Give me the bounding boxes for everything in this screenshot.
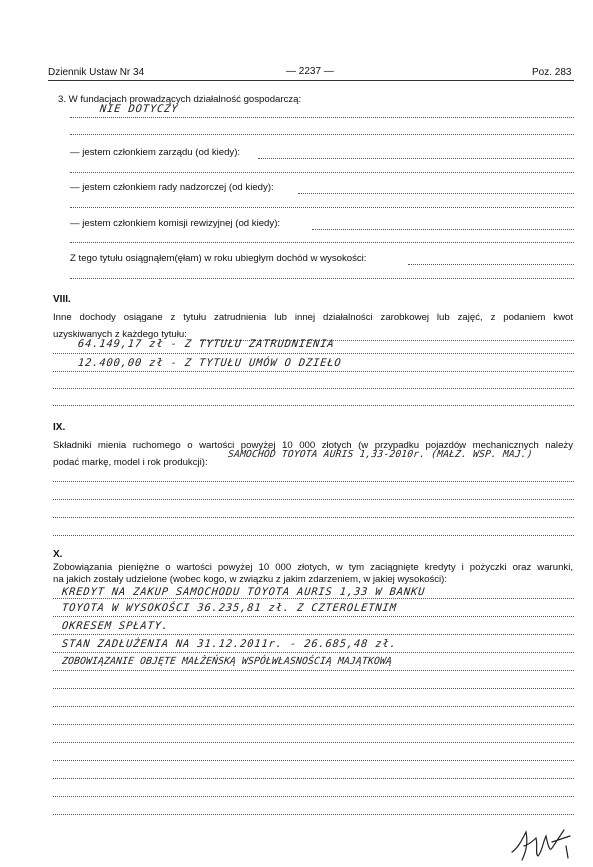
zarzad-label: — jestem członkiem zarządu (od kiedy): [70,147,241,158]
dotted-line [53,670,574,671]
dotted-line [70,278,574,279]
dotted-line [53,499,574,500]
dotted-line [53,634,574,635]
komisja-label: — jestem członkiem komisji rewizyjnej (od kiedy): [70,218,281,229]
dotted-line [53,388,574,389]
section8-text-line1: Inne dochody osiągane z tytułu zatrudnienia lub innej działalności zarobkowej lub zajęć, z podaniem kwot [53,312,573,323]
section10-handwritten-1: KREDYT NA ZAKUP SAMOCHODU TOYOTA AURIS 1,33 W BANKU [61,586,426,598]
dotted-line [53,598,574,599]
section8-text-line2: uzyskiwanych z każdego tytułu: [53,329,187,340]
section10-text-line2: na jakich zostały udzielone (wobec kogo, w związku z jakim zdarzeniem, w jakiej wysokości): [53,574,448,585]
section10-handwritten-3: OKRESEM SPŁATY. [61,620,170,632]
dochod-label: Z tego tytułu osiągnąłem(ęłam) w roku ubiegłym dochód w wysokości: [70,253,367,264]
section8-handwritten-1: 64.149,17 zł - Z TYTUŁU ZATRUDNIENIA [77,338,336,350]
dotted-line [53,535,574,536]
section10-text-line1: Zobowiązania pieniężne o wartości powyżej 10 000 złotych, w tym zaciągnięte kredyty i pożyczki oraz warunki, [53,562,573,573]
section10-handwritten-4: STAN ZADŁUŻENIA NA 31.12.2011r. - 26.685,48 zł. [61,638,398,650]
dotted-line [70,242,574,243]
section8-handwritten-2: 12.400,00 zł - Z TYTUŁU UMÓW O DZIEŁO [77,357,343,369]
dotted-line [53,760,574,761]
dotted-line [53,371,574,372]
dotted-line [53,405,574,406]
section10-handwritten-5: ZOBOWIĄZANIE OBJĘTE MAŁŻEŃSKĄ WSPÓŁWŁASNOŚCIĄ MAJĄTKOWĄ [61,656,393,667]
dotted-line [312,229,574,230]
dotted-line [53,778,574,779]
dotted-line [53,353,574,354]
section3-title: 3. W fundacjach prowadzących działalność gospodarczą: [58,94,302,105]
dotted-line [298,193,574,194]
section9-text-line1: Składniki mienia ruchomego o wartości powyżej 10 000 złotych (w przypadku pojazdów mechanicznych należy [53,440,573,451]
dotted-line [70,207,574,208]
section10-handwritten-2: TOYOTA W WYSOKOŚCI 36.235,81 zł. Z CZTEROLETNIM [61,602,398,614]
section8-number: VIII. [53,294,71,305]
dotted-line [53,724,574,725]
dotted-line [53,652,574,653]
dotted-line [53,517,574,518]
dotted-line [53,616,574,617]
dotted-line [53,814,574,815]
header-rule [48,80,574,81]
journal-name: Dziennik Ustaw Nr 34 [48,67,145,78]
section10-number: X. [53,549,63,560]
dotted-line [70,134,574,135]
dotted-line [70,117,574,118]
dotted-line [408,264,574,265]
dotted-line [70,172,574,173]
section9-number: IX. [53,422,66,433]
dotted-line [258,158,574,159]
page-number: — 2237 — [286,66,334,77]
rada-label: — jestem członkiem rady nadzorczej (od kiedy): [70,182,274,193]
position-number: Poz. 283 [532,67,572,78]
dotted-line [53,796,574,797]
dotted-line [53,742,574,743]
section9-handwritten-1: SAMOCHÓD TOYOTA AURIS 1,33-2010r. (MAŁŻ. WSP. MAJ.) [227,449,534,460]
signature-image [508,818,574,864]
dotted-line [53,481,574,482]
section3-handwritten-answer: NIE DOTYCZY [99,103,179,115]
dotted-line [53,706,574,707]
section9-text-line2: podać markę, model i rok produkcji): [53,457,208,468]
dotted-line [53,688,574,689]
